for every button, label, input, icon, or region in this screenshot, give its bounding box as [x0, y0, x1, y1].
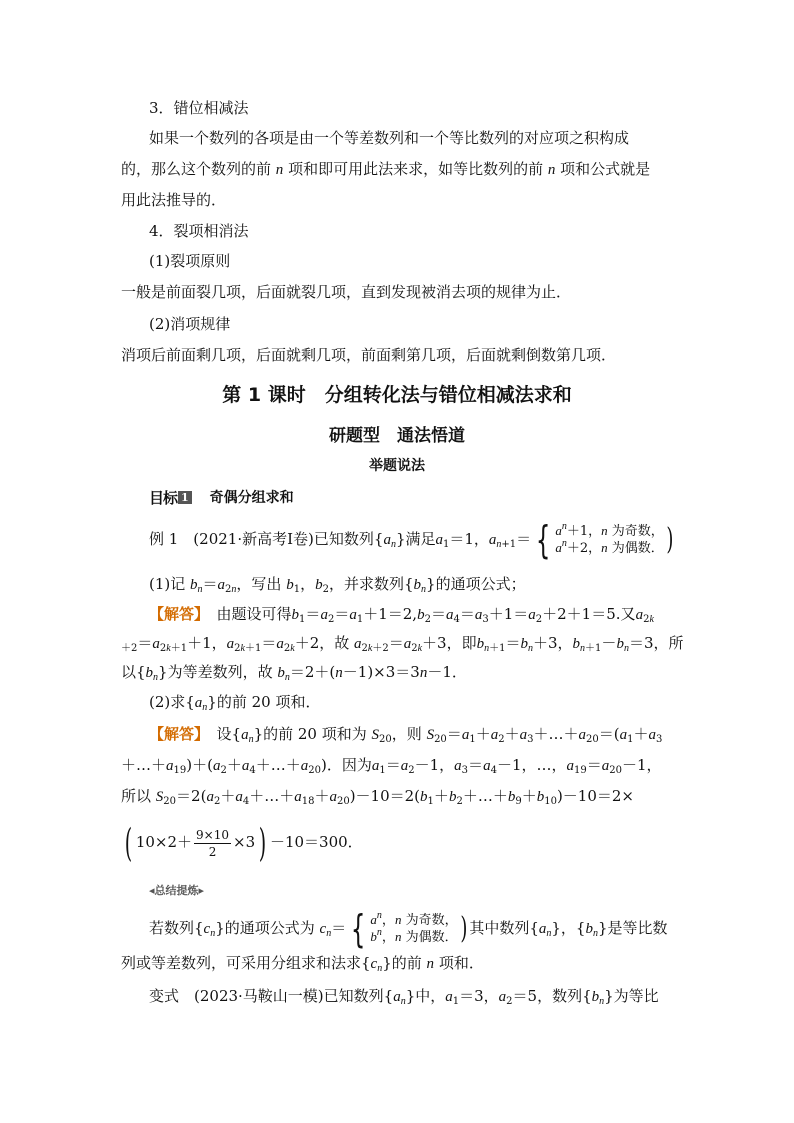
- variant-statement: 变式 (2023·马鞍山一模)已知数列$\{a_n\}$中，$a_1=3$，$a_2=5$，数列$\{b_n\}$为等比: [149, 987, 659, 1007]
- target-title: 奇偶分组求和: [209, 490, 294, 506]
- section-title: 研题型 通法悟道: [329, 426, 465, 446]
- section3-paragraph-line2: 的，那么这个数列的前 n 项和即可用此法来求，如等比数列的前 n 项和公式就是: [121, 160, 651, 178]
- section4-paragraph-2: 消项后前面剩几项，后面就剩几项，前面剩第几项，后面就剩倒数第几项．: [121, 346, 617, 364]
- sub-title: 举题说法: [369, 458, 425, 474]
- answer-label: 【解答】: [149, 725, 202, 743]
- answer-1-line1: 【解答】 由题设可得$b_1=a_2=a_1+1=2,b_2=a_4=a_3+1=a_2+2+1=5$.又$a_{2k}$: [149, 605, 654, 625]
- target-label: 目标: [149, 488, 178, 507]
- section4-subtitle-1: (1)裂项原则: [149, 252, 231, 270]
- target-number: 1: [178, 491, 192, 504]
- section4-title: 4．裂项相消法: [149, 222, 249, 240]
- example-1-statement: 例 1 (2021·新高考Ⅰ卷)已知数列$\{a_n\}$满足$a_1=1$，$a_{n+1}=$ { $a^n+1$，n 为奇数， $a^n+2$，n 为偶数．): [149, 518, 674, 562]
- answer-1-line2: $_{+2}=a_{2k+1}+1$，$a_{2k+1}=a_{2k}+2$，故 $a_{2k+2}=a_{2k}+3$，即$b_{n+1}=b_n+3$，$b_{n+1}-b_n=3$，所: [121, 634, 684, 654]
- answer-1-line3: 以$\{b_n\}$为等差数列，故 $b_n=2+(n-1)\times 3=3n-1$．: [121, 663, 467, 683]
- answer-2-line3: 所以 $S_{20}=2(a_2+a_4+\dots+a_{18}+a_{20})-10=2(b_1+b_2+\dots+b_9+b_{10})-10=2\times$: [121, 787, 635, 807]
- answer-2-line1: 【解答】 设$\{a_n\}$的前 20 项和为 $S_{20}$，则 $S_{20}=a_1+a_2+a_3+\dots+a_{20}=(a_1+a_3$: [149, 725, 663, 745]
- answer-2-line4: ( 10×2＋ $\frac{9\times 10}{2}$ ×3) －10＝300．: [124, 821, 363, 865]
- lesson-title: 第 1 课时 分组转化法与错位相减法求和: [222, 384, 572, 406]
- summary-line1: 若数列$\{c_n\}$的通项公式为 $c_n=$ { $a^n$，n 为奇数， $b^n$，n 为偶数．) 其中数列$\{a_n\}$，$\{b_n\}$是等比数: [149, 907, 668, 951]
- section4-paragraph-1: 一般是前面裂几项，后面就裂几项，直到发现被消去项的规律为止．: [121, 283, 572, 301]
- target-badge: [149, 487, 294, 507]
- answer-label: 【解答】: [149, 605, 202, 623]
- section3-paragraph-line3: 用此法推导的．: [121, 191, 227, 209]
- question-2: (2)求$\{a_n\}$的前 20 项和．: [149, 693, 321, 713]
- section3-title: 3．错位相减法: [149, 99, 249, 117]
- summary-tag: ◂总结提炼▸: [149, 884, 205, 897]
- section3-paragraph: 如果一个数列的各项是由一个等差数列和一个等比数列的对应项之积构成: [149, 129, 630, 147]
- question-1: (1)记 $b_n=a_{2n}$，写出 $b_1$，$b_2$，并求数列$\{b_n\}$的通项公式；: [149, 575, 526, 595]
- section4-subtitle-2: (2)消项规律: [149, 315, 231, 333]
- summary-line2: 列或等差数列，可采用分组求和法求$\{c_n\}$的前 n 项和．: [121, 954, 484, 974]
- answer-2-line2: $+\dots+a_{19})+(a_2+a_4+\dots+a_{20})$．因为$a_1=a_2-1$，$a_3=a_4-1$，…，$a_{19}=a_{20}-1$，: [121, 756, 662, 776]
